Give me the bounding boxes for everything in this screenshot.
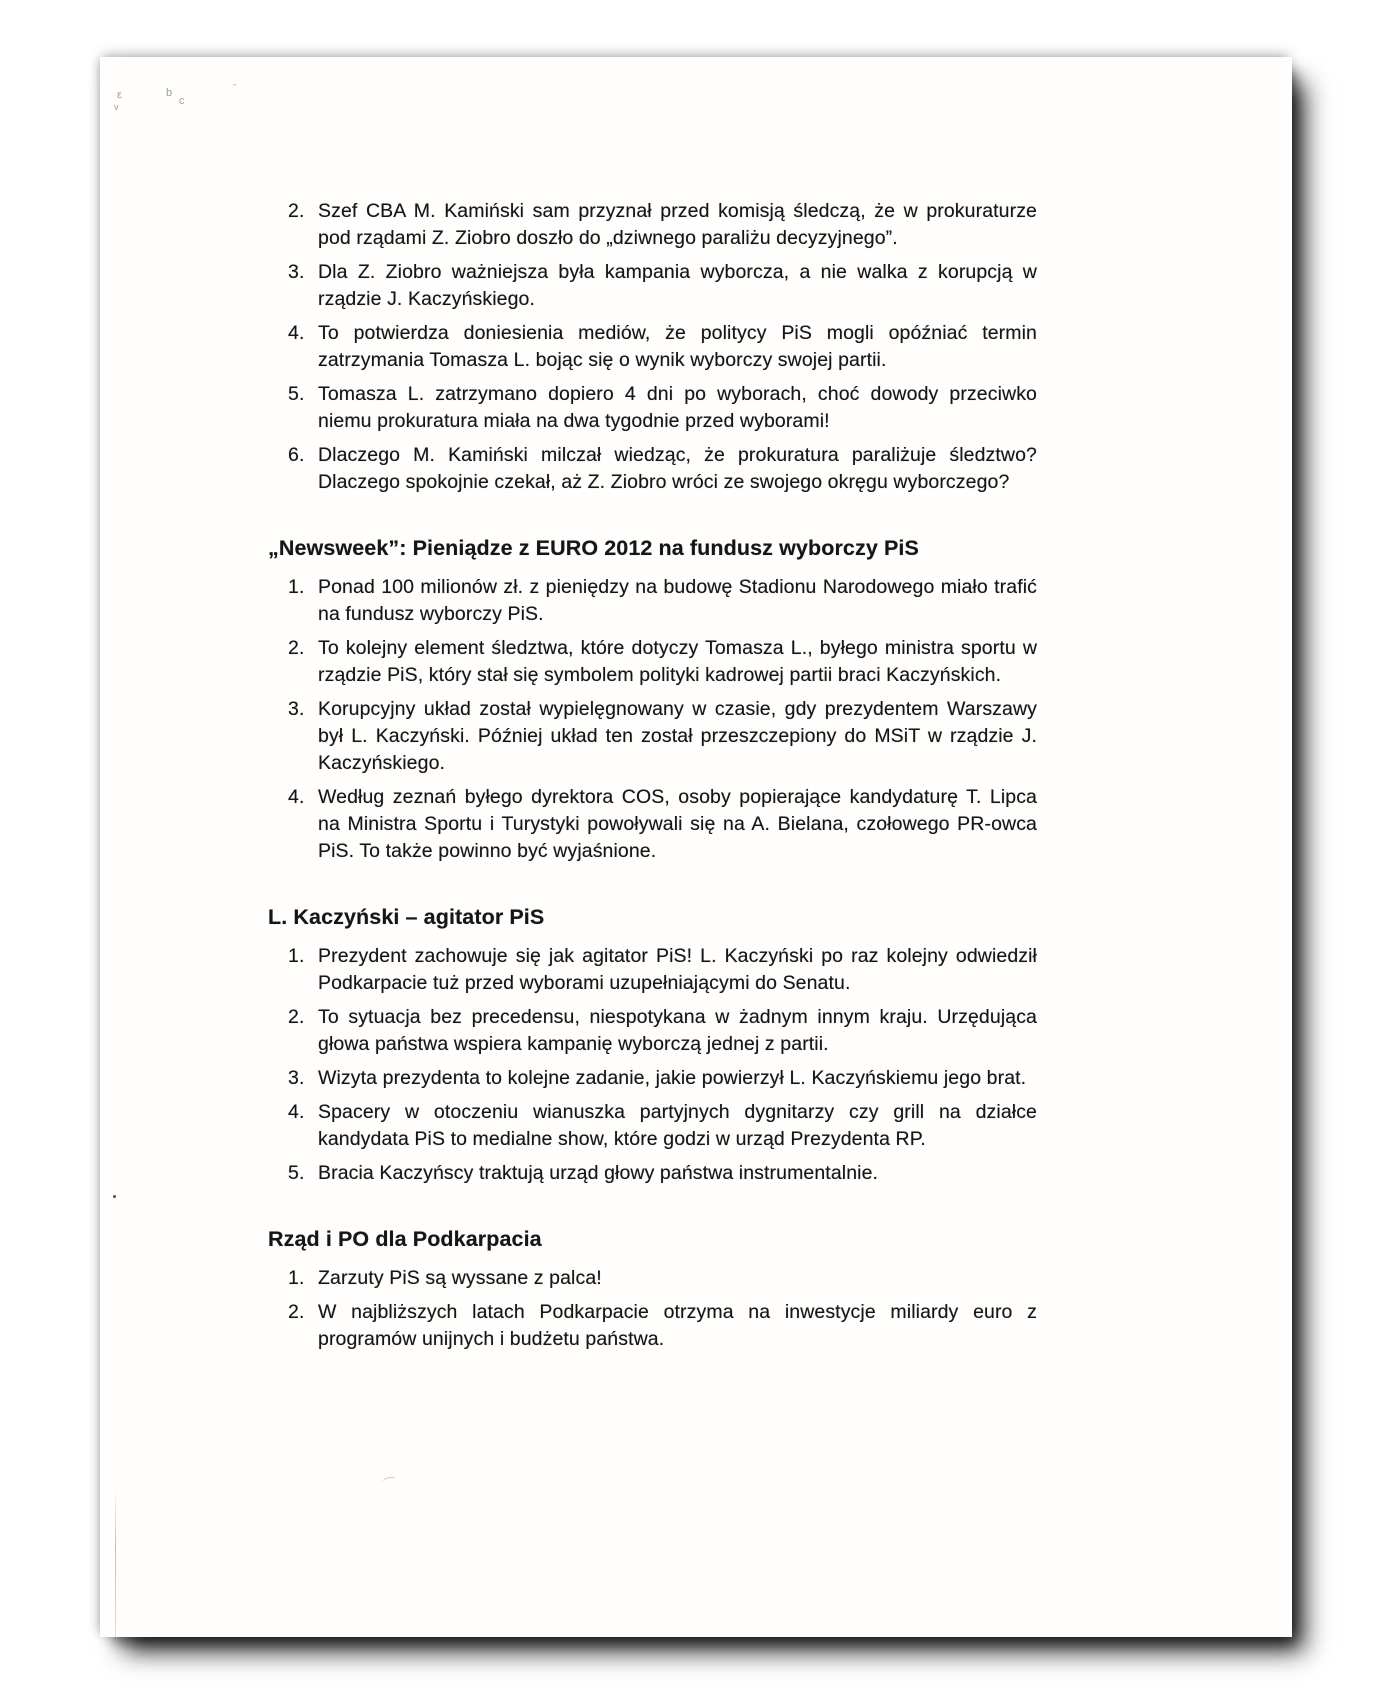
numbered-list	[268, 943, 1037, 1187]
section-newsweek-euro2012	[268, 536, 1037, 865]
list-item: Zarzuty PiS są wyssane z palca!	[318, 1267, 602, 1289]
pencil-mark: ˉ	[233, 83, 237, 95]
smudge-artifact: ⌒	[381, 1474, 399, 1494]
list-item: Wizyta prezydenta to kolejne zadanie, jakie powierzył L. Kaczyńskiemu jego brat.	[318, 1067, 1027, 1089]
pencil-mark: b	[166, 87, 173, 99]
pencil-mark: c	[179, 95, 185, 107]
list-item: W najbliższych latach Podkarpacie otrzyma na inwestycje miliardy euro z programów unijnych i budżetu państwa.	[318, 1301, 1037, 1350]
list-item: Ponad 100 milionów zł. z pieniędzy na budowę Stadionu Narodowego miało trafić na fundusz wyborczy PiS.	[318, 576, 1037, 625]
section-heading: Rząd i PO dla Podkarpacia	[268, 1227, 542, 1251]
section-cba-sledztwo	[268, 198, 1037, 496]
list-item: Tomasza L. zatrzymano dopiero 4 dni po wyborach, choć dowody przeciwko niemu prokuratura miała na dwa tygodnie przed wyborami!	[318, 383, 1037, 432]
list-item: Bracia Kaczyńscy traktują urząd głowy państwa instrumentalnie.	[318, 1162, 879, 1184]
list-item: To potwierdza doniesienia mediów, że politycy PiS mogli opóźniać termin zatrzymania Tomasza L. bojąc się o wynik wyborczy swojej partii.	[318, 322, 1037, 371]
numbered-list	[268, 574, 1037, 865]
pencil-mark: v	[114, 102, 119, 112]
pencil-mark: ε	[117, 89, 123, 101]
section-heading: „Newsweek”: Pieniądze z EURO 2012 na fundusz wyborczy PiS	[268, 536, 919, 560]
list-item: Korupcyjny układ został wypielęgnowany w czasie, gdy prezydentem Warszawy był L. Kaczyński. Później układ ten został przeszczepiony do MSiT w rządzie J. Kaczyńskiego.	[318, 698, 1037, 774]
list-item: Spacery w otoczeniu wianuszka partyjnych dygnitarzy czy grill na działce kandydata PiS to medialne show, które godzi w urząd Prezydenta RP.	[318, 1101, 1037, 1150]
section-rzad-podkarpacie	[268, 1227, 1037, 1353]
list-item: Dlaczego M. Kamiński milczał wiedząc, że prokuratura paraliżuje śledztwo? Dlaczego spokojnie czekał, aż Z. Ziobro wróci ze swojego okręgu wyborczego?	[318, 444, 1037, 493]
list-item: To sytuacja bez precedensu, niespotykana w żadnym innym kraju. Urzędująca głowa państwa wspiera kampanię wyborczą jednej z partii.	[318, 1006, 1037, 1055]
scan-artifact-line	[115, 1487, 116, 1637]
ink-dot-artifact	[113, 1195, 116, 1198]
list-item: Szef CBA M. Kamiński sam przyznał przed komisją śledczą, że w prokuraturze pod rządami Z. Ziobro doszło do „dziwnego paraliżu decyzyjnego”.	[318, 200, 1037, 249]
section-heading: L. Kaczyński – agitator PiS	[268, 905, 545, 929]
section-kaczynski-agitator	[268, 905, 1037, 1187]
numbered-list	[268, 1265, 1037, 1353]
numbered-list	[268, 198, 1037, 496]
list-item: Według zeznań byłego dyrektora COS, osoby popierające kandydaturę T. Lipca na Ministra Sportu i Turystyki powoływali się na A. Bielana, czołowego PR-owca PiS. To także powinno być wyjaśnione.	[318, 786, 1037, 862]
document-page	[100, 57, 1292, 1637]
list-item: Dla Z. Ziobro ważniejsza była kampania wyborcza, a nie walka z korupcją w rządzie J. Kaczyńskiego.	[318, 261, 1037, 310]
list-item: To kolejny element śledztwa, które dotyczy Tomasza L., byłego ministra sportu w rządzie PiS, który stał się symbolem polityki kadrowej partii braci Kaczyńskich.	[318, 637, 1037, 686]
list-item: Prezydent zachowuje się jak agitator PiS! L. Kaczyński po raz kolejny odwiedził Podkarpacie tuż przed wyborami uzupełniającymi do Senatu.	[318, 945, 1037, 994]
